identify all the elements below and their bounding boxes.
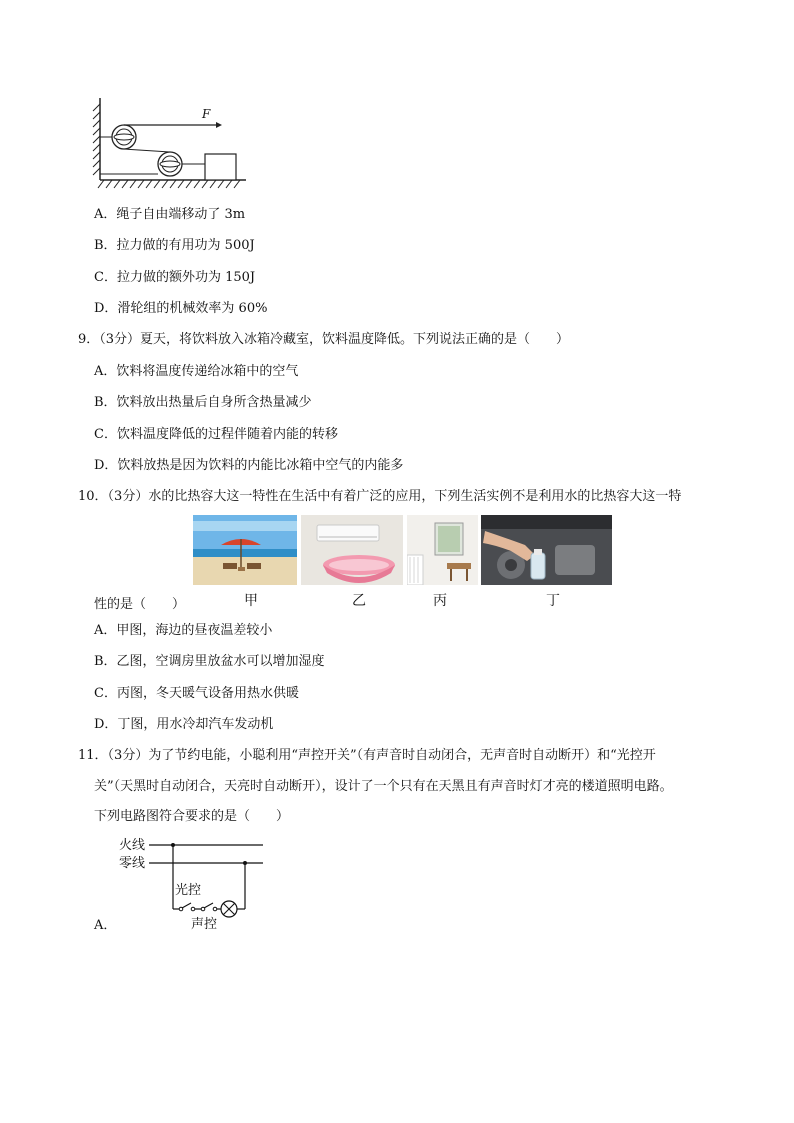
caption-ding: 丁 (546, 593, 560, 609)
neutral-wire-label: 零线 (119, 856, 146, 871)
q10-option-c: C．丙图，冬天暖气设备用热水供暖 (94, 686, 299, 701)
force-label: F (202, 107, 211, 121)
q11-stem-line2: 关”（天黑时自动闭合，天亮时自动断开），设计了一个只有在天黑且有声音时灯才亮的楼道照明电路。 (94, 779, 673, 794)
q10-stem-line1: 10．（3分）水的比热容大这一特性在生活中有着广泛的应用，下列生活实例不是利用水的比热容大这一特 (78, 489, 682, 504)
q9-option-d: D．饮料放热是因为饮料的内能比冰箱中空气的内能多 (94, 458, 404, 473)
q10-option-b: B．乙图，空调房里放盆水可以增加湿度 (94, 654, 325, 669)
q10-option-a: A．甲图，海边的昼夜温差较小 (94, 623, 273, 638)
q11-option-a-label: A． (94, 918, 117, 933)
q10-option-d: D．丁图，用水冷却汽车发动机 (94, 717, 274, 732)
caption-bing: 丙 (433, 593, 447, 609)
q9-stem: 9．（3分）夏天，将饮料放入冰箱冷藏室，饮料温度降低。下列说法正确的是（ ） (78, 332, 570, 347)
q9-option-c: C．饮料温度降低的过程伴随着内能的转移 (94, 427, 338, 442)
photo-radiator (407, 515, 478, 585)
photo-air-conditioner (301, 515, 403, 585)
q11-stem-line3: 下列电路图符合要求的是（ ） (94, 809, 290, 824)
sound-switch-label: 声控 (191, 917, 218, 932)
q11-stem-line1: 11．（3分）为了节约电能，小聪利用“声控开关”（有声音时自动闭合，无声音时自动断开）和“光控开 (78, 748, 656, 763)
q8-option-b: B．拉力做的有用功为 500J (94, 238, 255, 253)
photo-beach (193, 515, 297, 585)
live-wire-label: 火线 (119, 838, 146, 853)
photo-car-engine (481, 515, 612, 585)
q10-stem-line2: 性的是（ ） (94, 597, 186, 612)
circuit-diagram-a (115, 836, 295, 932)
caption-jia: 甲 (244, 593, 258, 609)
q8-option-c: C．拉力做的额外功为 150J (94, 270, 256, 285)
q9-option-b: B．饮料放出热量后自身所含热量减少 (94, 395, 312, 410)
q8-option-d: D．滑轮组的机械效率为 60% (94, 301, 268, 316)
q8-option-a: A．绳子自由端移动了 3m (94, 207, 246, 222)
caption-yi: 乙 (352, 593, 366, 609)
pulley-figure (88, 94, 248, 194)
light-switch-label: 光控 (175, 883, 202, 898)
q9-option-a: A．饮料将温度传递给冰箱中的空气 (94, 364, 299, 379)
